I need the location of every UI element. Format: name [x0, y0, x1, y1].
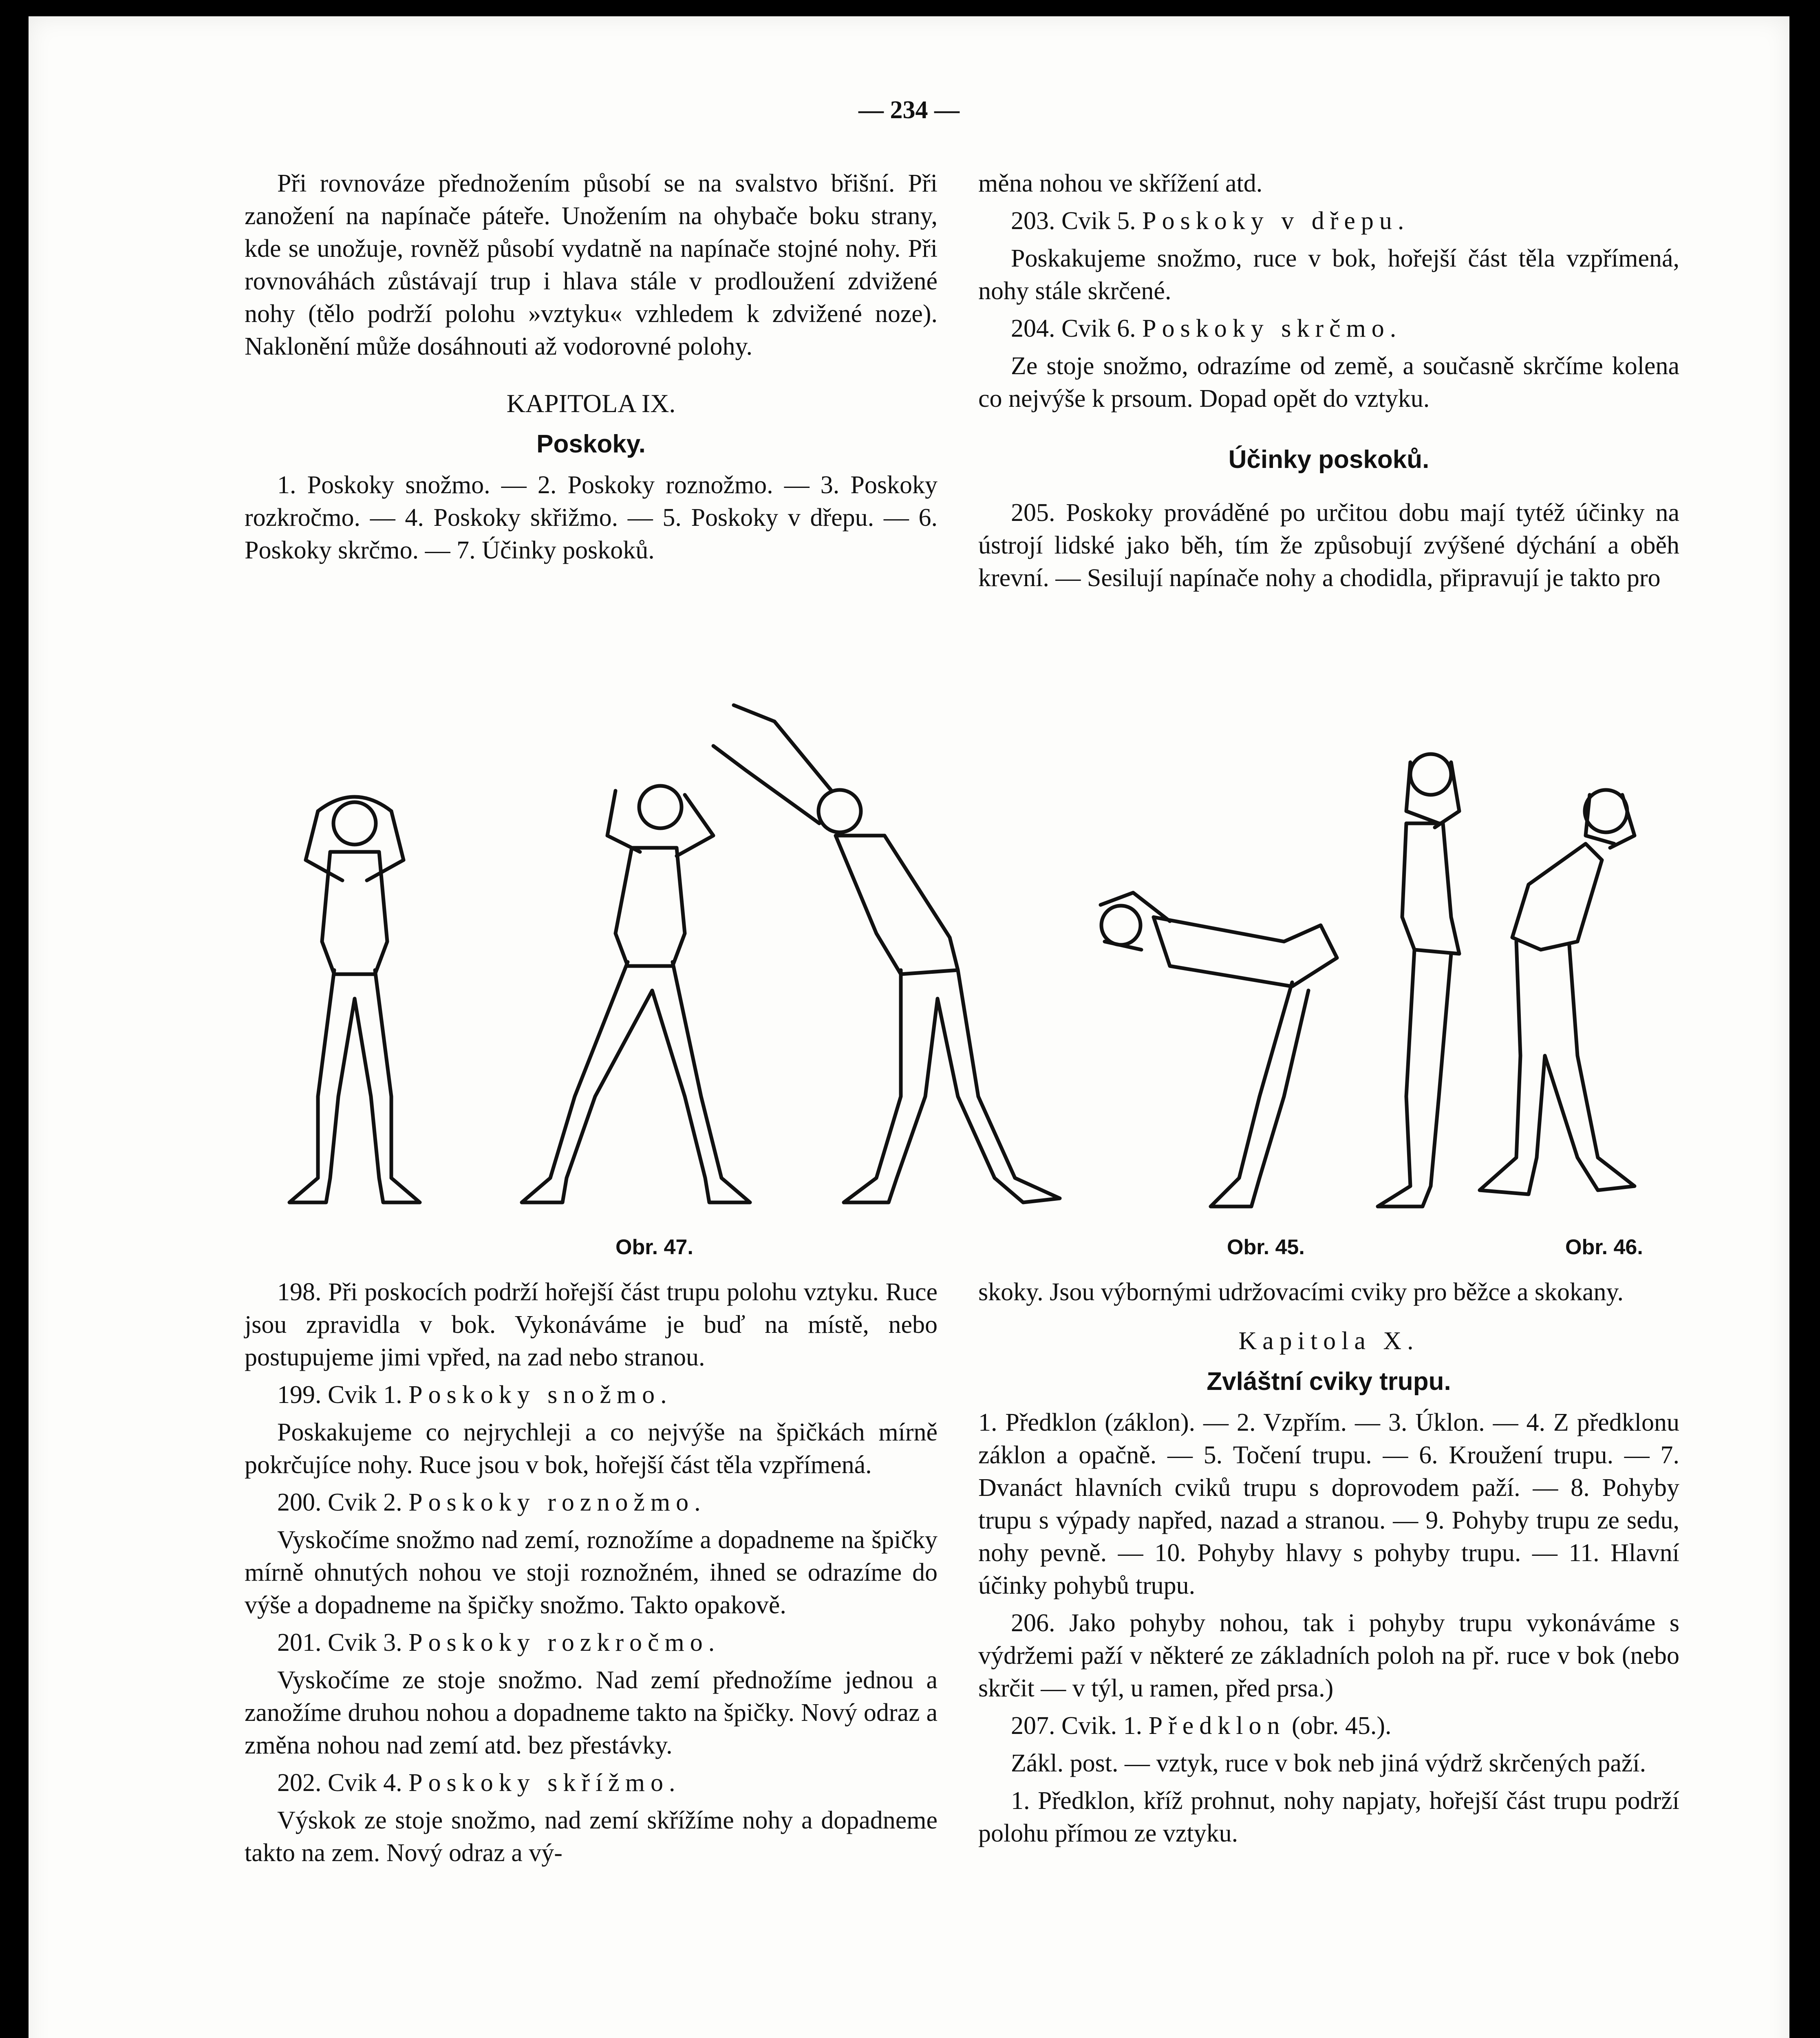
exercise-name: Poskoky snožmo. — [408, 1381, 673, 1409]
exercise-199-heading — [245, 1379, 938, 1411]
left-column-top — [245, 167, 938, 571]
figure-hands-behind-head — [289, 797, 420, 1202]
exercise-number: 199. Cvik 1. — [277, 1381, 402, 1409]
exercise-203-text: Poskakujeme snožmo, ruce v bok, hořejší část těla vzpřímená, nohy stále skrčené. — [978, 245, 1679, 305]
caption-figure-46: Obr. 46. — [1565, 1235, 1643, 1259]
chapter-heading: Kapitola X. — [1238, 1327, 1419, 1355]
page-number: — 234 — — [858, 96, 960, 124]
exercise-207-start: Zákl. post. — vztyk, ruce v bok neb jiná výdrž skrčených paží. — [1011, 1749, 1646, 1777]
right-column-top — [978, 167, 1679, 599]
caption-figure-45: Obr. 45. — [1227, 1235, 1305, 1259]
exercise-203-heading — [978, 205, 1679, 237]
figure-side-bend — [522, 786, 750, 1202]
exercise-202-heading — [245, 1767, 938, 1799]
figure-back-bend — [1480, 790, 1635, 1194]
exercise-207-step-1: 1. Předklon, kříž prohnut, nohy napjaty, hořejší část trupu podrží polohu přímou ze vztyku. — [978, 1787, 1679, 1847]
exercise-number: 200. Cvik 2. — [277, 1489, 402, 1516]
right-column-bottom — [978, 1276, 1679, 1855]
chapter-contents: 1. Poskoky snožmo. — 2. Poskoky roznožmo. — 3. Poskoky rozkročmo. — 4. Poskoky skřižmo. — 5. Poskoky v dřepu. — 6. Poskoky skrčmo. — 7. Účinky poskoků. — [245, 471, 938, 564]
exercise-199-text: Poskakujeme co nejrychleji a co nejvýše na špičkách mírně pokrčujíce nohy. Ruce jsou v bok, hořejší část těla vzpřímená. — [245, 1418, 938, 1479]
exercise-name: Poskoky skrčmo. — [1142, 315, 1402, 342]
exercise-204-text: Ze stoje snožmo, odrazíme od země, a současně skrčíme kolena co nejvýše k prsoum. Dopad opět do vztyku. — [978, 352, 1679, 412]
exercise-207-heading — [978, 1709, 1679, 1742]
exercise-200-text: Vyskočíme snožmo nad zemí, roznožíme a dopadneme na špičky mírně ohnutých nohou ve stoji roznožném, ihned se odrazíme do výše a dopadneme na špičky snožmo. Takto opakově. — [245, 1526, 938, 1619]
effects-title: Účinky poskoků. — [1228, 446, 1430, 474]
left-column-bottom — [245, 1276, 938, 1874]
chapter-title: Zvláštní cviky trupu. — [1207, 1367, 1451, 1396]
figure-upright-hands-head — [1378, 754, 1459, 1206]
continued-line: skoky. Jsou výbornými udržovacími cviky pro běžce a skokany. — [978, 1278, 1624, 1306]
exercise-201-text: Vyskočíme ze stoje snožmo. Nad zemí přednožíme jednou a zanožíme druhou nohou a dopadneme takto na špičky. Nový odraz a změna nohou nad zemí atd. bez přestávky. — [245, 1666, 938, 1759]
exercise-202-text: Výskok ze stoje snožmo, nad zemí skřížíme nohy a dopadneme takto na zem. Nový odraz a vý- — [245, 1806, 938, 1867]
exercise-illustrations — [183, 689, 1692, 1255]
exercise-name: Poskoky skřížmo. — [408, 1769, 681, 1797]
exercise-number: 203. Cvik 5. — [1011, 207, 1136, 235]
paragraph-206: 206. Jako pohyby nohou, tak i pohyby trupu vykonáváme s výdržemi paží v některé ze základních poloh na př. ruce v bok (nebo skrčit — v týl, u ramen, před prsa.) — [978, 1609, 1679, 1702]
continued-line: měna nohou ve skřížení atd. — [978, 170, 1263, 197]
paragraph-205: 205. Poskoky prováděné po určitou dobu mají tytéž účinky na ústrojí lidské jako běh, tím že způsobují zvýšené dýchání a oběh krevní. — Sesilují napínače nohy a chodidla, připravují je takto pro — [978, 499, 1679, 592]
exercise-number: 201. Cvik 3. — [277, 1629, 402, 1656]
book-page — [29, 16, 1789, 2038]
exercise-name: Předklon — [1148, 1712, 1286, 1740]
exercise-number: 207. Cvik. 1. — [1011, 1712, 1143, 1740]
exercise-name: Poskoky roznožmo. — [408, 1489, 706, 1516]
exercise-name: Poskoky rozkročmo. — [408, 1629, 721, 1656]
exercise-201-heading — [245, 1626, 938, 1659]
exercise-204-heading — [978, 312, 1679, 345]
exercise-name: Poskoky v dřepu. — [1142, 207, 1410, 235]
figure-forward-bend — [1101, 893, 1337, 1206]
exercise-number: 202. Cvik 4. — [277, 1769, 402, 1797]
chapter-title: Poskoky. — [536, 430, 646, 458]
caption-figure-47: Obr. 47. — [615, 1235, 693, 1259]
figures-area — [183, 689, 1692, 1259]
exercise-200-heading — [245, 1486, 938, 1519]
figure-reference: (obr. 45.). — [1291, 1712, 1392, 1740]
paragraph-balance: Při rovnováze přednožením působí se na svalstvo břišní. Při zanožení na napínače páteře. Unožením na ohybače boku strany, kde se unožuje, rovněž působí vydatně na napínače stojné nohy. Při rovnováhách zůstávají trup i hlava stále v prodloužení zdvižené nohy (tělo podrží polohu »vztyku« vzhledem k zdvižené noze). Naklonění může dosáhnouti až vodorovné polohy. — [245, 170, 938, 360]
chapter-contents: 1. Předklon (záklon). — 2. Vzpřím. — 3. Úklon. — 4. Z předklonu záklon a opačně. — 5. Točení trupu. — 6. Kroužení trupu. — 7. Dvanáct hlavních cviků trupu s doprovodem paží. — 8. Pohyby trupu s výpady napřed, nazad a stranou. — 9. Pohyby trupu ze sedu, nohy pevně. — 10. Pohyby hlavy s pohyby trupu. — 11. Hlavní účinky pohybů trupu. — [978, 1409, 1679, 1599]
exercise-number: 204. Cvik 6. — [1011, 315, 1136, 342]
paragraph-198: 198. Při poskocích podrží hořejší část trupu polohu vztyku. Ruce jsou zpravidla v bok. Vykonáváme je buď na místě, nebo postupujeme jimi vpřed, na zad nebo stranou. — [245, 1278, 938, 1371]
chapter-heading: KAPITOLA IX. — [506, 389, 676, 418]
figure-arm-overhead — [713, 705, 1060, 1202]
